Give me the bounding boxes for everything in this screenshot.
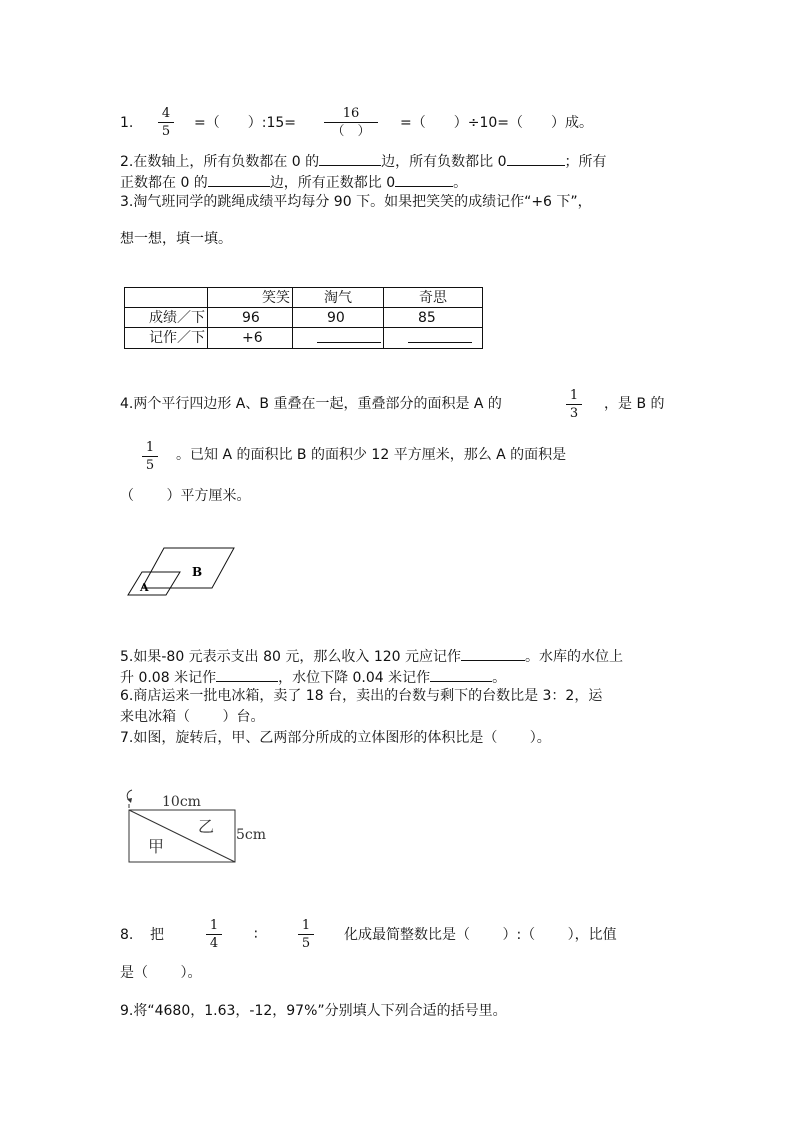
q2-line2-b: 边，所有正数都比 0: [269, 175, 396, 191]
table-header-cell: 笑笑: [208, 288, 293, 308]
q2-line1-c: ；所有: [564, 154, 607, 170]
parallelogram-b: [142, 548, 234, 588]
table-header-cell: 淘气: [293, 288, 384, 308]
fraction-bar: [158, 122, 174, 123]
q8-line1-b: 化成最简整数比是（ ）:（ ），比值: [344, 927, 617, 943]
q2-line1-b: 边，所有负数都比 0: [381, 154, 507, 170]
rectangle-rotation-diagram: [118, 786, 278, 866]
q5-line2: [120, 667, 506, 687]
q1-fraction-denominator: 5: [161, 124, 171, 139]
q2-line1-a: 2.在数轴上，所有负数都在 0 的: [120, 154, 320, 170]
q4-line3: （ ）平方厘米。: [120, 488, 251, 504]
q8-line2: 是（ ）。: [120, 965, 202, 981]
table-cell: 90: [293, 308, 384, 328]
q5-line2-a: 升 0.08 米记作: [120, 670, 217, 686]
q4-line2: 。已知 A 的面积比 B 的面积少 12 平方厘米，那么 A 的面积是: [176, 447, 567, 463]
q1-equation-part1: =（ ）:15=: [194, 115, 296, 131]
fraction-bar: [566, 404, 582, 405]
q7-line1: 7.如图，旋转后，甲、乙两部分所成的立体图形的体积比是（ ）。: [120, 730, 551, 746]
parallelogram-diagram: [124, 544, 244, 600]
q1-big-denominator: （ ）: [331, 124, 371, 139]
q1-big-numerator: 16: [342, 106, 360, 121]
height-label: 5cm: [236, 827, 267, 843]
q5-line2-b: ，水位下降 0.04 米记作: [278, 670, 431, 686]
q4-fraction-1-numerator: 1: [569, 388, 579, 403]
q2-line2-a: 正数都在 0 的: [120, 175, 208, 191]
table-cell-blank[interactable]: [293, 328, 384, 349]
table-row: [125, 308, 483, 328]
q9-line1: 9.将“4680，1.63，-12，97%”分别填人下列合适的括号里。: [120, 1003, 507, 1019]
table-header-cell: [125, 288, 208, 308]
q1-fraction-numerator: 4: [161, 106, 171, 121]
q4-fraction-1: [564, 388, 584, 421]
q4-fraction-1-denominator: 3: [569, 406, 579, 421]
q3-line2: 想一想，填一填。: [120, 231, 232, 247]
q4-fraction-2-denominator: 5: [145, 458, 155, 473]
q8-colon: ∶: [254, 927, 258, 943]
q8-ba: 把: [150, 927, 164, 943]
diagonal: [129, 810, 235, 862]
table-cell: 记作／下: [125, 328, 208, 349]
q8-fraction-2-numerator: 1: [301, 918, 311, 933]
fraction-bar: [298, 934, 314, 935]
q2-line2: [120, 172, 467, 192]
q3-line1: 3.淘气班同学的跳绳成绩平均每分 90 下。如果把笑笑的成绩记作“+6 下”，: [120, 194, 592, 210]
q8-number: 8.: [120, 927, 134, 943]
answer-blank[interactable]: [408, 328, 472, 343]
answer-blank[interactable]: [461, 646, 525, 661]
label-a: A: [140, 581, 149, 594]
q1-big-fraction: [322, 106, 380, 139]
q5-line1: [120, 646, 623, 666]
q8-fraction-2-denominator: 5: [301, 936, 311, 951]
q4-line1-a: 4.两个平行四边形 A、B 重叠在一起，重叠部分的面积是 A 的: [120, 396, 502, 412]
answer-blank[interactable]: [430, 667, 492, 682]
q8-fraction-1-denominator: 4: [209, 936, 219, 951]
table-cell: 96: [208, 308, 293, 328]
table-header-cell: 奇思: [384, 288, 483, 308]
fraction-bar: [324, 122, 378, 123]
q1-equation-part2: =（ ）÷10=（ ）成。: [400, 115, 594, 131]
q5-line2-c: 。: [492, 670, 507, 686]
q2-line1: [120, 151, 607, 171]
q4-fraction-2-numerator: 1: [145, 440, 155, 455]
answer-blank[interactable]: [395, 172, 453, 187]
table-header-row: [125, 288, 483, 308]
q1-fraction: [156, 106, 176, 139]
yi-label: 乙: [198, 817, 215, 836]
table-cell: +6: [208, 328, 293, 349]
q8-fraction-1-numerator: 1: [209, 918, 219, 933]
q6-line2: 来电冰箱（ ）台。: [120, 709, 265, 725]
q8-fraction-1: [204, 918, 224, 951]
q4-fraction-2: [140, 440, 160, 473]
q6-line1: 6.商店运来一批电冰箱，卖了 18 台，卖出的台数与剩下的台数比是 3：2，运: [120, 688, 603, 704]
table-cell-blank[interactable]: [384, 328, 483, 349]
q5-line1-b: 。水库的水位上: [525, 649, 624, 665]
q4-line1-b: ，是 B 的: [604, 396, 665, 412]
answer-blank[interactable]: [208, 172, 270, 187]
fraction-bar: [206, 934, 222, 935]
table-cell: 85: [384, 308, 483, 328]
q2-line2-c: 。: [453, 175, 468, 191]
answer-blank[interactable]: [319, 151, 381, 166]
answer-blank[interactable]: [216, 667, 278, 682]
q5-line1-a: 5.如果-80 元表示支出 80 元，那么收入 120 元应记作: [120, 649, 462, 665]
parallelogram-a: [128, 572, 180, 595]
answer-blank[interactable]: [507, 151, 565, 166]
fraction-bar: [142, 456, 158, 457]
jia-label: 甲: [148, 837, 165, 856]
answer-blank[interactable]: [317, 328, 381, 343]
q8-fraction-2: [296, 918, 316, 951]
q1-number: 1.: [120, 115, 134, 131]
table-cell: 成绩／下: [125, 308, 208, 328]
width-label: 10cm: [162, 794, 201, 810]
table-row: [125, 328, 483, 349]
score-table: [124, 287, 483, 349]
label-b: B: [192, 565, 203, 579]
